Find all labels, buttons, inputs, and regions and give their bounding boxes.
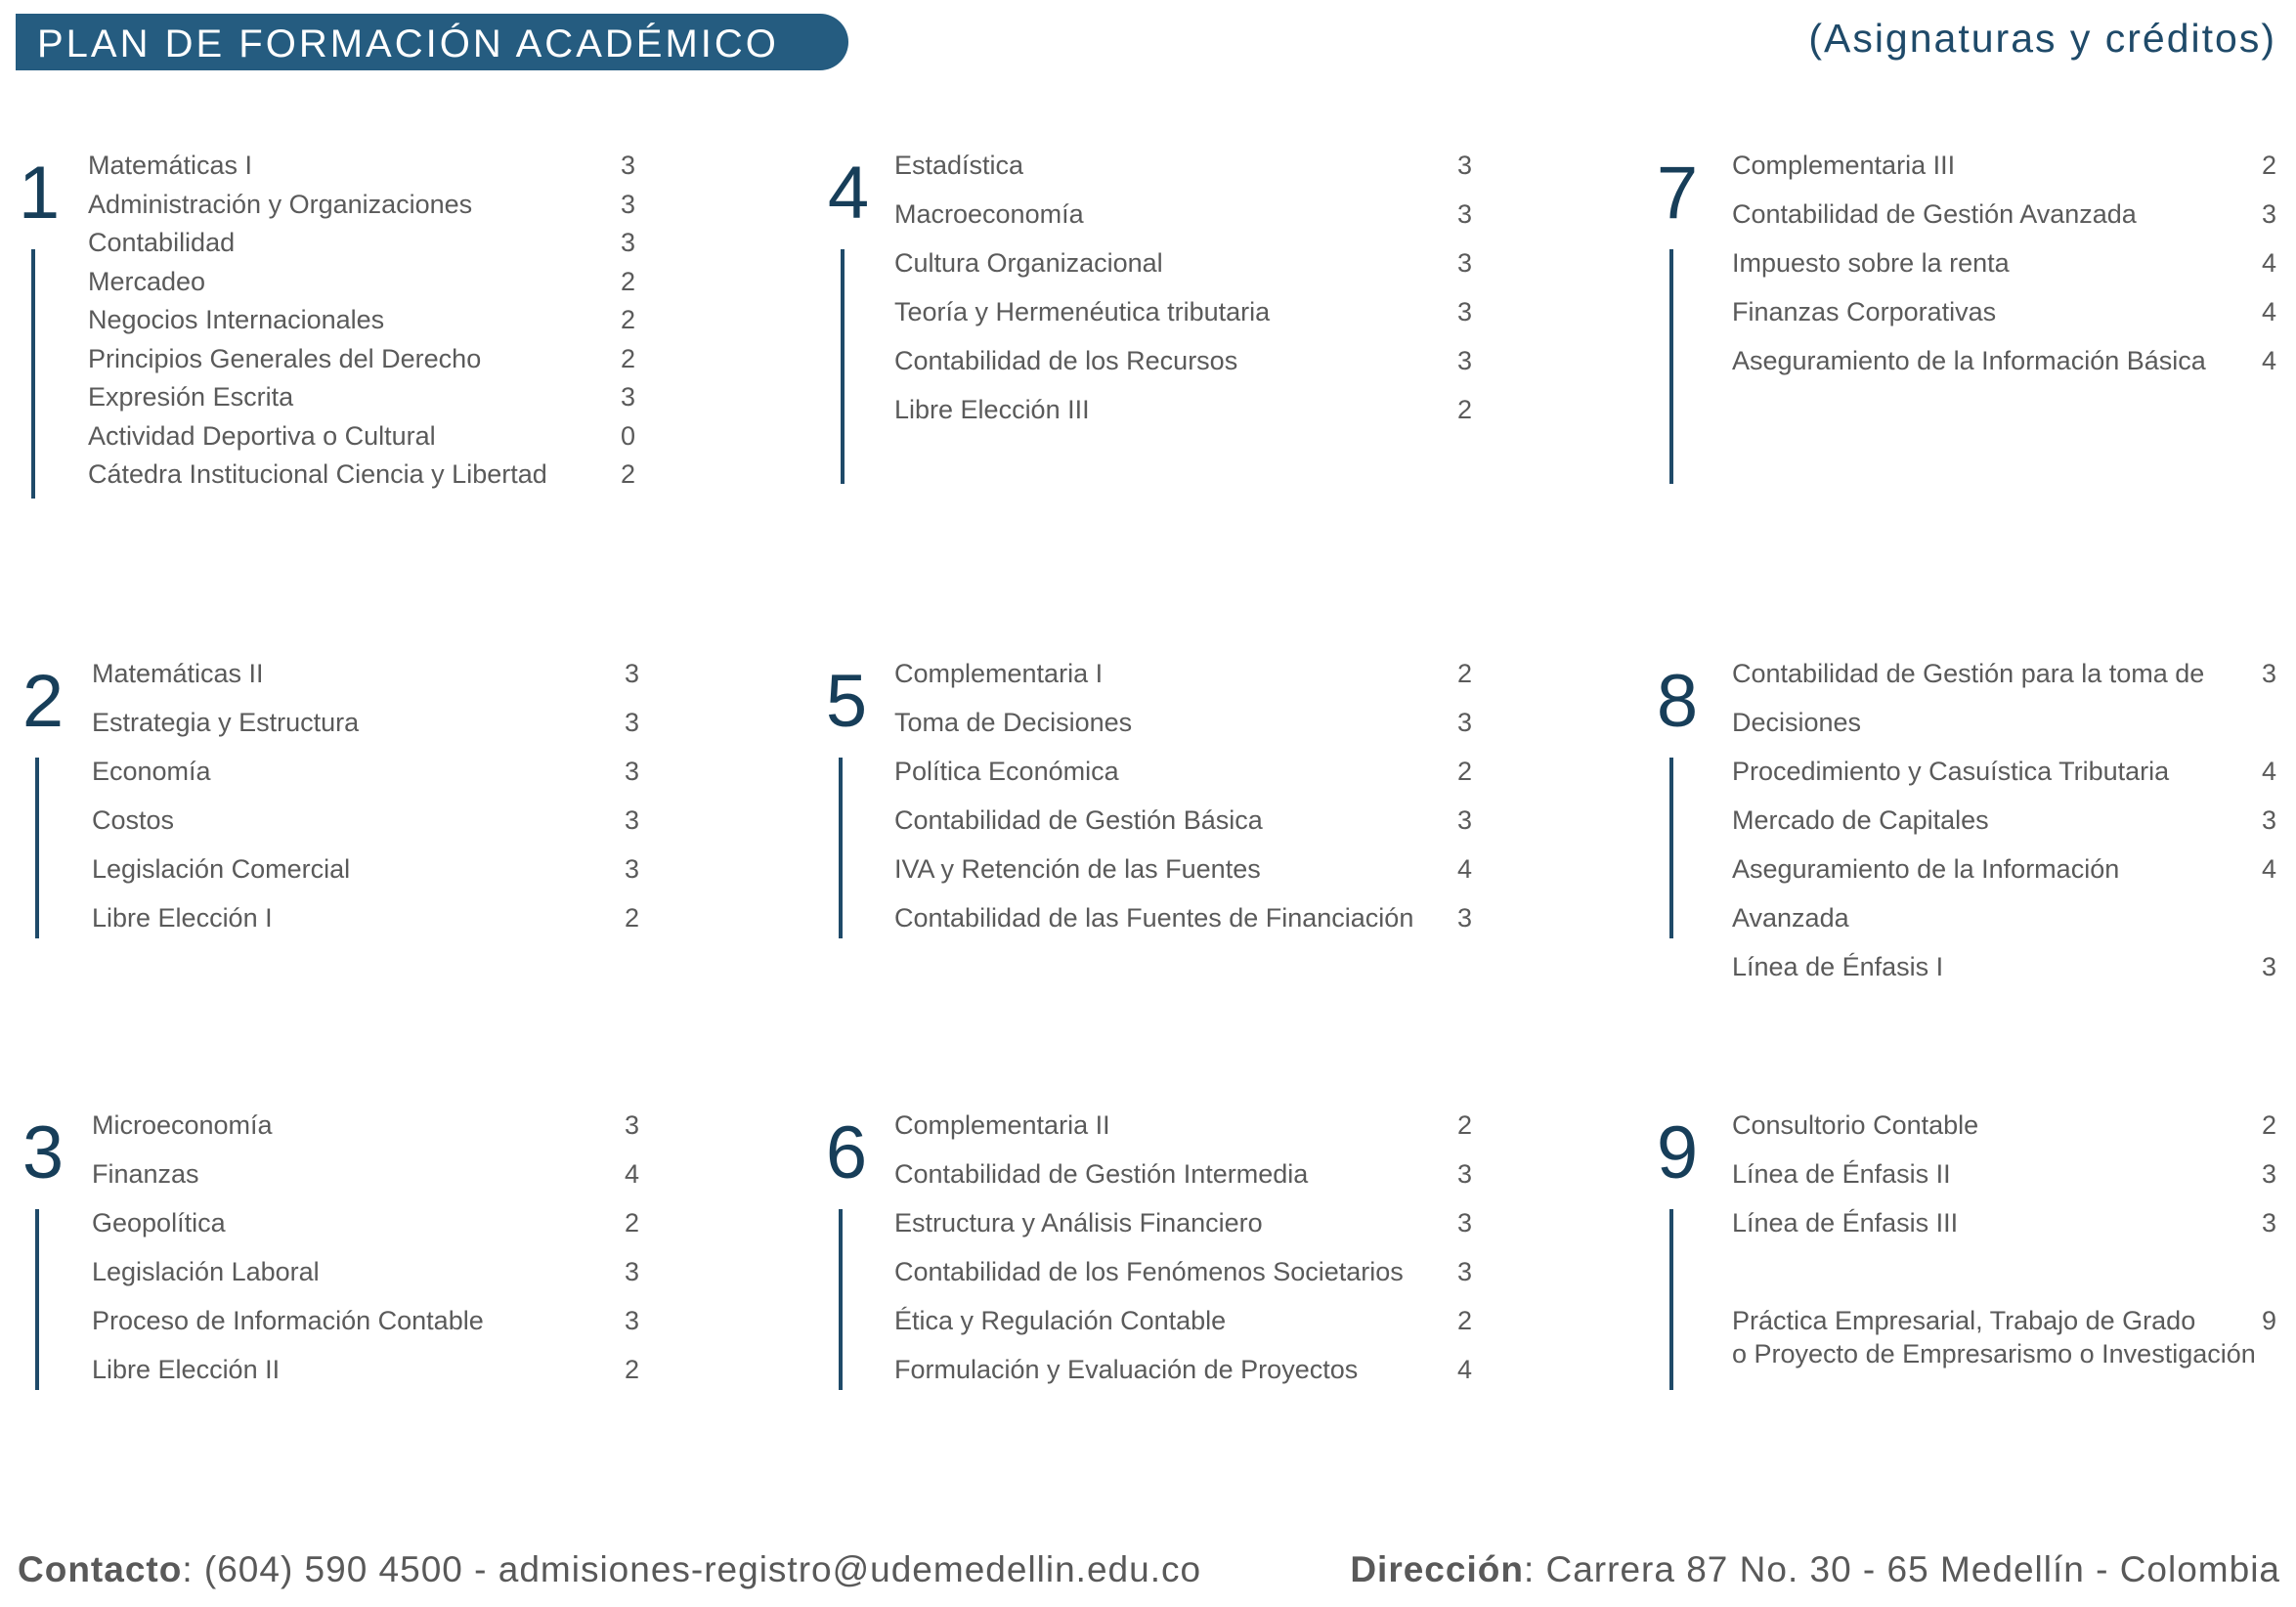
course-name: Cátedra Institucional Ciencia y Libertad: [88, 459, 547, 489]
course-name: Procedimiento y Casuística Tributaria: [1732, 757, 2170, 786]
course-name: Impuesto sobre la renta: [1732, 248, 2010, 278]
course-credits: 3: [625, 708, 640, 737]
course-name: Contabilidad de Gestión para la toma de: [1732, 659, 2205, 688]
semester-number: 3: [22, 1111, 65, 1194]
course-name: Avanzada: [1732, 903, 1849, 933]
course-credits: 3: [621, 189, 636, 219]
semester-number: 9: [1656, 1111, 1699, 1194]
course-name: Práctica Empresarial, Trabajo de Grado o Proyecto de Empresarismo o Investigación: [1732, 1306, 2256, 1368]
course-credits: 3: [2262, 1208, 2277, 1238]
course-credits: 3: [1457, 1159, 1473, 1189]
footer: [18, 1549, 2280, 1590]
semester-number: 6: [825, 1111, 868, 1194]
course-name: Contabilidad de Gestión Básica: [894, 805, 1263, 835]
course-name: IVA y Retención de las Fuentes: [894, 854, 1261, 884]
course-name: Ética y Regulación Contable: [894, 1306, 1227, 1335]
semester-number: 2: [22, 660, 65, 743]
semester-number: 5: [825, 660, 868, 743]
course-credits: 4: [2262, 297, 2277, 326]
course-credits: 3: [1457, 1208, 1473, 1238]
course-credits: 3: [625, 1110, 640, 1140]
semester-divider: [31, 249, 35, 499]
semester-divider: [35, 758, 39, 938]
address-value: : Carrera 87 No. 30 - 65 Medellín - Colombia: [1523, 1549, 2280, 1589]
course-name: Mercado de Capitales: [1732, 805, 1989, 835]
course-name: Economía: [92, 757, 211, 786]
course-name: Estrategia y Estructura: [92, 708, 360, 737]
course-credits: 3: [2262, 199, 2277, 229]
course-name: Legislación Laboral: [92, 1257, 320, 1286]
course-name: Matemáticas I: [88, 151, 253, 180]
course-credits: 2: [625, 903, 640, 933]
course-name: Teoría y Hermenéutica tributaria: [894, 297, 1271, 326]
course-credits: 4: [2262, 346, 2277, 375]
course-name: Costos: [92, 805, 175, 835]
course-credits: 3: [621, 228, 636, 257]
course-credits: 3: [1457, 297, 1473, 326]
course-credits: 3: [2262, 952, 2277, 981]
course-credits: 3: [621, 382, 636, 412]
course-credits: 3: [1457, 805, 1473, 835]
semester-number: 7: [1656, 152, 1699, 235]
course-credits: 2: [621, 343, 636, 373]
course-name: Política Económica: [894, 757, 1119, 786]
course-credits: 4: [2262, 854, 2277, 884]
course-credits: 3: [1457, 151, 1473, 180]
course-name: Contabilidad de las Fuentes de Financiación: [894, 903, 1414, 933]
course-credits: 2: [1457, 1110, 1473, 1140]
course-name: Decisiones: [1732, 708, 1862, 737]
course-name: Expresión Escrita: [88, 382, 294, 412]
semester-divider: [839, 1209, 843, 1390]
course-credits: 3: [2262, 805, 2277, 835]
course-name: Actividad Deportiva o Cultural: [88, 420, 436, 451]
course-name: Libre Elección III: [894, 395, 1090, 424]
course-name: Negocios Internacionales: [88, 305, 385, 334]
course-credits: 3: [625, 854, 640, 884]
semester-number: 8: [1656, 660, 1699, 743]
course-name: Complementaria II: [894, 1110, 1110, 1140]
page-title: PLAN DE FORMACIÓN ACADÉMICO: [16, 14, 848, 70]
course-name: Línea de Énfasis I: [1732, 952, 1944, 981]
semester-divider: [841, 249, 845, 484]
course-credits: 4: [2262, 757, 2277, 786]
course-name: Consultorio Contable: [1732, 1110, 1979, 1140]
course-credits: 2: [621, 305, 636, 334]
course-name: Contabilidad de los Recursos: [894, 346, 1238, 375]
course-name: Aseguramiento de la Información: [1732, 854, 2120, 884]
course-credits: 4: [2262, 248, 2277, 278]
course-name: Complementaria III: [1732, 151, 1956, 180]
course-name: Libre Elección I: [92, 903, 273, 933]
course-credits: 2: [621, 459, 636, 489]
course-name: Formulación y Evaluación de Proyectos: [894, 1355, 1359, 1384]
course-credits: 3: [1457, 199, 1473, 229]
course-credits: 3: [1457, 903, 1473, 933]
address-info: [1350, 1549, 2280, 1590]
course-credits: 3: [2262, 659, 2277, 688]
course-name: Microeconomía: [92, 1110, 273, 1140]
course-name: Estadística: [894, 151, 1024, 180]
course-credits: 3: [1457, 346, 1473, 375]
course-name: Línea de Énfasis II: [1732, 1159, 1951, 1189]
contact-value: : (604) 590 4500 - admisiones-registro@udemedellin.edu.co: [182, 1549, 1202, 1589]
course-name: Libre Elección II: [92, 1355, 281, 1384]
course-name: Mercadeo: [88, 266, 206, 296]
course-credits: 2: [2262, 151, 2277, 180]
course-credits: 2: [625, 1355, 640, 1384]
course-credits: 3: [625, 805, 640, 835]
semester-divider: [35, 1209, 39, 1390]
course-name: Matemáticas II: [92, 659, 264, 688]
course-name: Línea de Énfasis III: [1732, 1208, 1959, 1238]
semester-divider: [1669, 758, 1673, 938]
course-name: Legislación Comercial: [92, 854, 351, 884]
course-credits: 4: [1457, 1355, 1473, 1384]
contact-info: [18, 1549, 1201, 1589]
semester-number: 1: [18, 152, 61, 235]
course-name: Aseguramiento de la Información Básica: [1732, 346, 2206, 375]
course-name: Geopolítica: [92, 1208, 226, 1238]
page-subtitle: (Asignaturas y créditos): [1808, 16, 2276, 61]
course-credits: 2: [2262, 1110, 2277, 1140]
course-credits: 2: [1457, 395, 1473, 424]
address-label: Dirección: [1350, 1549, 1524, 1589]
contact-label: Contacto: [18, 1549, 183, 1589]
course-credits: 3: [625, 757, 640, 786]
course-credits: 0: [621, 420, 636, 451]
course-name: Principios Generales del Derecho: [88, 343, 482, 373]
course-name: Contabilidad de Gestión Avanzada: [1732, 199, 2137, 229]
course-credits: 2: [1457, 1306, 1473, 1335]
course-credits: 2: [625, 1208, 640, 1238]
course-name: Estructura y Análisis Financiero: [894, 1208, 1263, 1238]
course-name: Complementaria I: [894, 659, 1104, 688]
course-credits: 4: [1457, 854, 1473, 884]
course-credits: 3: [625, 659, 640, 688]
course-credits: 3: [625, 1257, 640, 1286]
course-name: Contabilidad: [88, 228, 236, 257]
course-credits: 4: [625, 1159, 640, 1189]
course-name: Contabilidad de los Fenómenos Societarios: [894, 1257, 1404, 1286]
course-credits: 3: [2262, 1159, 2277, 1189]
course-name: Contabilidad de Gestión Intermedia: [894, 1159, 1309, 1189]
semester-divider: [1669, 1209, 1673, 1390]
semester-divider: [839, 758, 843, 938]
course-name: Finanzas Corporativas: [1732, 297, 1997, 326]
course-name: Proceso de Información Contable: [92, 1306, 484, 1335]
course-credits: 3: [1457, 1257, 1473, 1286]
course-name: Macroeconomía: [894, 199, 1084, 229]
course-credits: 3: [1457, 248, 1473, 278]
course-credits: 2: [621, 266, 636, 296]
course-credits: 3: [1457, 708, 1473, 737]
course-credits: 3: [625, 1306, 640, 1335]
course-name: Toma de Decisiones: [894, 708, 1133, 737]
course-credits: 3: [621, 151, 636, 180]
course-credits: 2: [1457, 659, 1473, 688]
semester-number: 4: [827, 152, 870, 235]
course-credits: 9: [2262, 1306, 2277, 1335]
course-credits: 2: [1457, 757, 1473, 786]
semester-divider: [1669, 249, 1673, 484]
course-name: Finanzas: [92, 1159, 199, 1189]
course-name: Cultura Organizacional: [894, 248, 1163, 278]
course-name: Administración y Organizaciones: [88, 189, 473, 219]
